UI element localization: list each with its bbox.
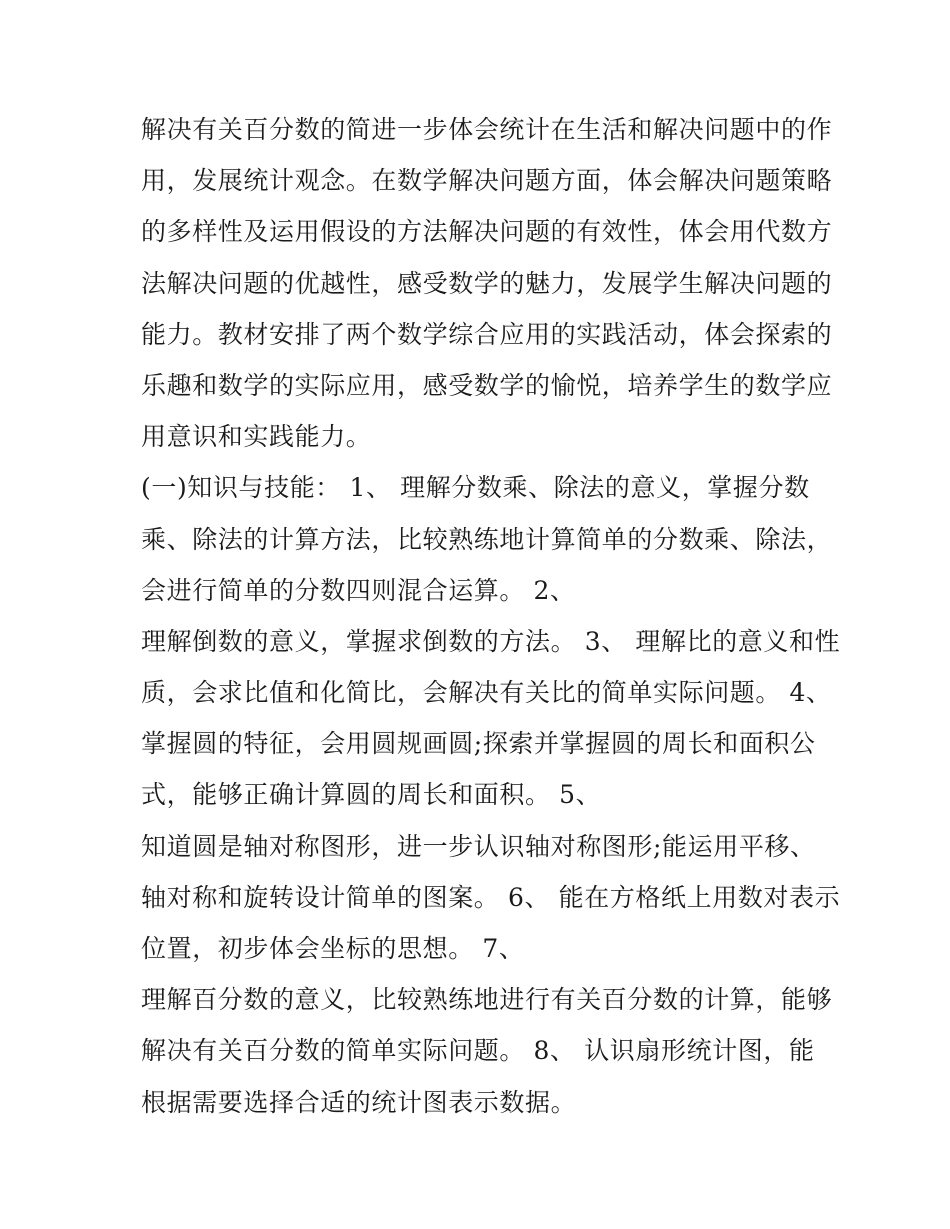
text-line: 轴对称和旋转设计简单的图案。 6、 能在方格纸上用数对表示 [141,882,841,912]
text-line: 理解百分数的意义，比较熟练地进行有关百分数的计算，能够 [141,985,833,1015]
text-line: 乘、除法的计算方法，比较熟练地计算简单的分数乘、除法， [141,524,833,554]
text-line: 解决有关百分数的简单实际问题。 8、 认识扇形统计图，能 [141,1036,815,1066]
section-heading-line: (一)知识与技能： 1、 理解分数乘、除法的意义，掌握分数 [141,473,810,503]
text-line: 掌握圆的特征，会用圆规画圆;探索并掌握圆的周长和面积公 [141,729,816,759]
body-text [141,104,841,1128]
text-line: 的多样性及运用假设的方法解决问题的有效性，体会用代数方 [141,217,833,247]
text-line: 能力。教材安排了两个数学综合应用的实践活动，体会探索的 [141,319,833,349]
text-line: 会进行简单的分数四则混合运算。 2、 [141,575,576,605]
text-line: 理解倒数的意义，掌握求倒数的方法。 3、 理解比的意义和性 [141,626,841,656]
text-line: 解决有关百分数的简进一步体会统计在生活和解决问题中的作 [141,115,833,144]
text-line: 乐趣和数学的实际应用，感受数学的愉悦，培养学生的数学应 [141,370,833,400]
text-line: 式，能够正确计算圆的周长和面积。 5、 [141,780,602,810]
text-line: 知道圆是轴对称图形，进一步认识轴对称图形;能运用平移、 [141,831,816,861]
text-line: 法解决问题的优越性，感受数学的魅力，发展学生解决问题的 [141,268,833,298]
text-line: 质，会求比值和化简比，会解决有关比的简单实际问题。 4、 [141,678,832,708]
text-line: 根据需要选择合适的统计图表示数据。 [141,1087,577,1117]
text-line: 位置，初步体会坐标的思想。 7、 [141,934,525,963]
text-line: 用，发展统计观念。在数学解决问题方面，体会解决问题策略 [141,166,833,196]
text-line: 用意识和实践能力。 [141,422,372,452]
